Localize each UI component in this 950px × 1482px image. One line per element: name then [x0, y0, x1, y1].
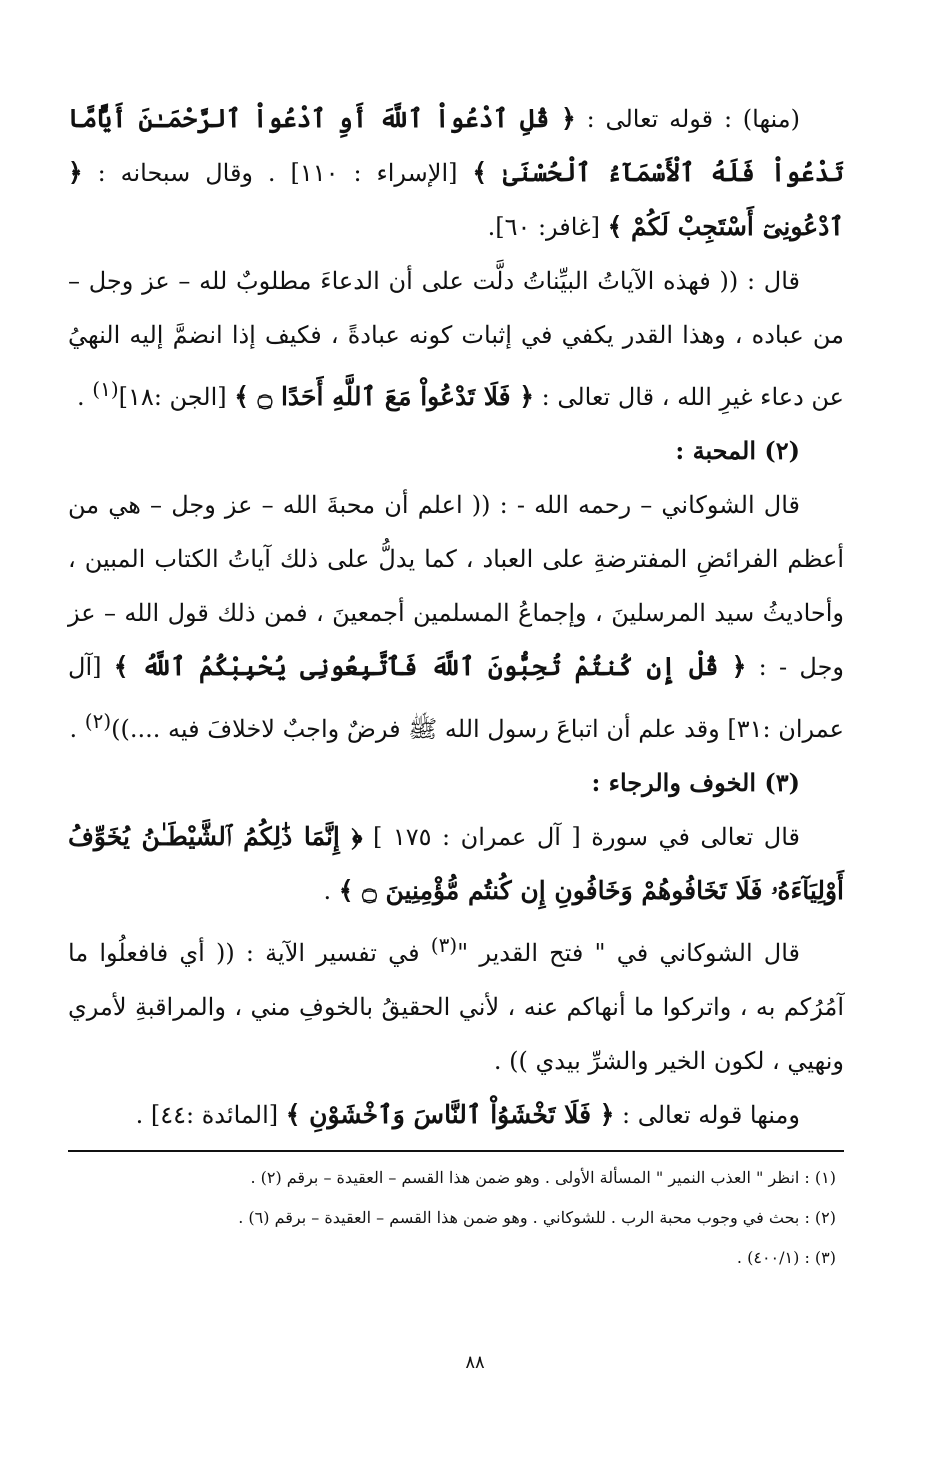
verse-reference: [الإسراء : ١١٠] . وقال سبحانه :: [82, 159, 473, 187]
paragraph-text: قال تعالى في سورة [ آل عمران : ١٧٥ ]: [362, 823, 801, 851]
section-heading-fear-hope: (٣) الخوف والرجاء :: [591, 768, 800, 797]
paragraph-fear-verse: [68, 810, 844, 918]
footnote-1: (١) : انظر " العذب النمير " المسألة الأولى . وهو ضمن هذا القسم – العقيدة – برقم (٢) .: [250, 1168, 836, 1187]
paragraph-rest: في تفسير الآية : (( أي فافعلُوا ما آمُرُكم به ، واتركوا ما أنهاكم عنه ، لأني الحقيقُ بالخوفِ مني ، والمراقبةِ لأمري ونهيي ، لكون الخير والشرِّ بيدي )) .: [68, 939, 844, 1075]
paragraph-supplication-commentary: [68, 254, 844, 424]
quran-verse: ﴿ ٱدْعُونِىٓ أَسْتَجِبْ لَكُمْ ﴾: [68, 158, 844, 241]
footnote-3: (٣) : (٤٠٠/١) .: [736, 1248, 836, 1267]
paragraph-end: .: [69, 715, 85, 743]
footnote-divider: [68, 1150, 844, 1152]
quran-verse: ﴿ فَلَا تَدْعُواْ مَعَ ٱللَّهِ أَحَدًا ۝ ﴾: [234, 382, 534, 411]
paragraph-end: .: [323, 877, 339, 905]
footnotes: [68, 1158, 844, 1278]
paragraph-text: ومنها قوله تعالى :: [614, 1101, 800, 1129]
paragraph-supplication-verses: [68, 92, 844, 254]
paragraph-end: .: [77, 383, 93, 411]
footnote-marker[interactable]: (٢): [84, 709, 112, 733]
verse-reference: [المائدة :٤٤] .: [135, 1101, 286, 1129]
verse-reference: [الجن :١٨]: [118, 383, 235, 411]
verse-reference: [غافر: ٦٠].: [487, 213, 608, 241]
page-number: ٨٨: [465, 1352, 485, 1373]
paragraph-fear-commentary: [68, 918, 844, 1088]
paragraph-text: قال الشوكاني – رحمه الله - : (( اعلم أن محبةَ الله – عز وجل – هي من أعظم الفرائضِ المفترضةِ على العباد ، كما يدلُّ على ذلك آياتُ الكتاب المبين ، وأحاديثُ سيد المرسلينَ ، وإجماعُ المسلمين أجمعينَ ، فمن ذلك قول الله – عز وجل - :: [68, 491, 844, 681]
paragraph-love: [68, 478, 844, 756]
quran-verse: ﴿ قُلِ ٱدْعُواْ ٱللَّهَ أَوِ ٱدْعُواْ ٱلرَّحْمَـٰنَ أَيًّامَّا تَدْعُواْ فَلَهُ ٱلْأَسْمَآءُ ٱلْحُسْنَىٰ ﴾: [68, 104, 844, 187]
paragraph-text: قال : (( فهذه الآياتُ البيِّناتُ دلَّت على أن الدعاءَ مطلوبٌ لله – عز وجل – من عباده ، وهذا القدر يكفي في إثبات كونه عبادةً ، فكيف إذا انضمَّ إليه النهيُ عن دعاء غيرِ الله ، قال تعالى :: [68, 267, 844, 411]
footnote-2: (٢) : بحث في وجوب محبة الرب . للشوكاني . وهو ضمن هذا القسم – العقيدة – برقم (٦) .: [238, 1208, 836, 1227]
section-heading-love: (٢) المحبة :: [675, 436, 800, 465]
quran-verse: ﴿ قُلْ إِن كُنتُمْ تُحِبُّونَ ٱللَّهَ فَٱتَّبِعُونِى يُحْبِبْكُمُ ٱللَّهُ ﴾: [113, 652, 747, 681]
verse-reference: [آل عمران :٣١] وقد علم أن اتباعَ رسول الله ﷺ فرضٌ واجبٌ لاخلافَ فيه ....)): [68, 653, 844, 743]
quran-verse: ﴿ فَلَا تَخْشَوُاْ ٱلنَّاسَ وَٱخْشَوْنِ ﴾: [285, 1100, 615, 1129]
quran-verse: ﴿ إِنَّمَا ذَٰلِكُمُ ٱلشَّيْطَـٰنُ يُخَوِّفُ أَوْلِيَآءَهُۥ فَلَا تَخَافُوهُمْ وَخَافُونِ إِن كُنتُم مُّؤْمِنِينَ ۝ ﴾: [68, 822, 844, 905]
footnote-marker[interactable]: (١): [92, 377, 119, 401]
paragraph-text: قال الشوكاني في " فتح القدير ": [457, 939, 801, 967]
page-body: [68, 92, 844, 1142]
paragraph-lead: (منها) : قوله تعالى :: [575, 105, 801, 133]
paragraph-fear-people: [68, 1088, 844, 1142]
footnote-marker[interactable]: (٣): [430, 933, 458, 957]
